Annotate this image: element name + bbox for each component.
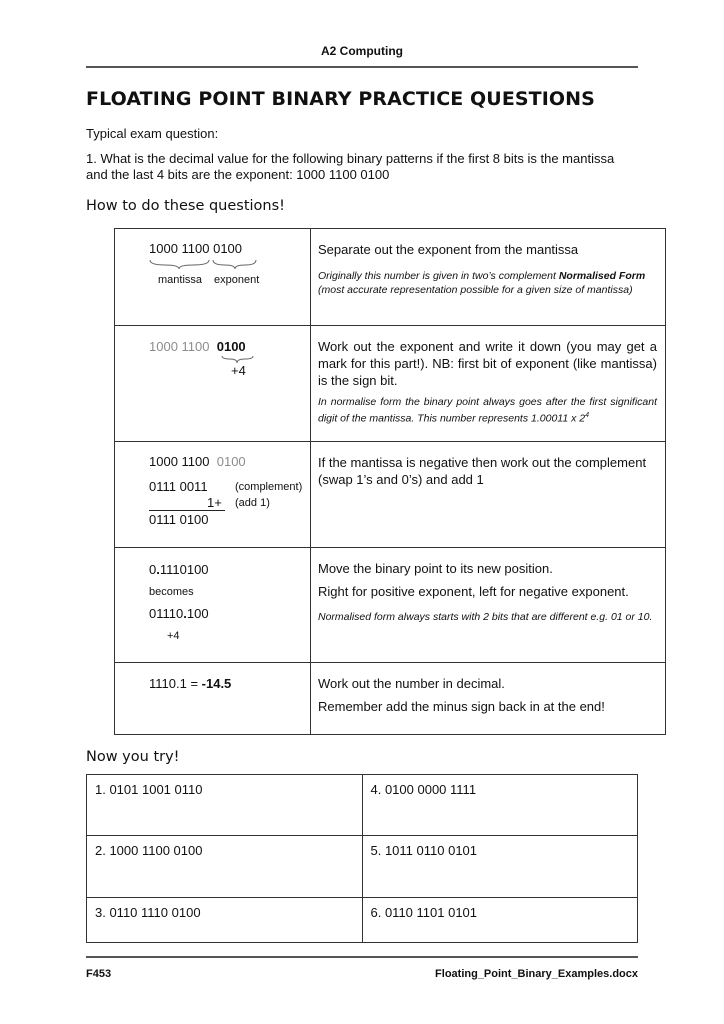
step-4-line2-a: 01110 — [149, 606, 184, 621]
add-one: 1+ — [207, 495, 222, 510]
step-4-left — [115, 548, 311, 663]
complement-result: 0111 0100 — [149, 512, 209, 527]
step-row-3 — [115, 442, 666, 548]
mantissa-label: mantissa — [158, 274, 203, 286]
step-4-line2-b: 100 — [186, 606, 209, 621]
header-rule — [86, 66, 638, 68]
question-6: 6. 0110 1101 0101 — [362, 898, 638, 943]
intro-question: 1. What is the decimal value for the following binary patterns if the first 8 bits is the mantissa and the last 4 bits are the exponent: 1000 1100 0100 — [86, 151, 615, 182]
step-2-note-sup: 4 — [585, 412, 590, 419]
step-1-bits: 1000 1100 0100 — [149, 241, 243, 256]
step-1-note — [318, 269, 657, 297]
step-4-point-2: . — [183, 606, 187, 621]
step-row-4 — [115, 548, 666, 663]
step-2-right — [311, 326, 666, 442]
step-4-point-1: . — [156, 562, 160, 577]
step-1-right — [311, 229, 666, 326]
step-5-right — [311, 663, 666, 735]
step-5-instruction-1: Work out the number in decimal. — [318, 676, 505, 691]
step-3-instruction: If the mantissa is negative then work out the complement (swap 1’s and 0’s) and add 1 — [318, 455, 647, 487]
complement-label: (complement) — [235, 481, 303, 493]
worked-example-table — [114, 228, 666, 735]
step-2-value: +4 — [231, 363, 246, 378]
step-3-exponent: 0100 — [216, 454, 246, 469]
step-2-note — [318, 395, 657, 426]
question-4: 4. 0100 0000 1111 — [362, 775, 638, 836]
step-5-left — [115, 663, 311, 735]
question-1: 1. 0101 1001 0110 — [87, 775, 363, 836]
step-4-right — [311, 548, 666, 663]
footer-rule — [86, 956, 638, 958]
step-5-result: -14.5 — [201, 676, 232, 691]
practice-row-1 — [87, 775, 638, 836]
complement-bits: 0111 0011 — [149, 479, 208, 494]
try-heading: Now you try! — [86, 749, 180, 765]
question-5: 5. 1011 0110 0101 — [362, 836, 638, 898]
page-header: A2 Computing — [321, 44, 403, 58]
step-4-instruction-2: Right for positive exponent, left for negative exponent. — [318, 584, 629, 599]
step-1-note-text: Originally this number is given in two’s complement — [318, 270, 556, 282]
step-1-instruction: Separate out the exponent from the mantissa — [318, 242, 579, 257]
step-4-value: +4 — [167, 630, 180, 642]
step-4-note: Normalised form always starts with 2 bits that are different e.g. 01 or 10. — [318, 611, 653, 623]
step-2-left — [115, 326, 311, 442]
how-heading: How to do these questions! — [86, 198, 285, 214]
step-4-line1 — [149, 562, 209, 577]
step-1-note-bold: Normalised Form — [558, 270, 646, 282]
step-4-instruction-1: Move the binary point to its new position. — [318, 561, 553, 576]
intro-typical: Typical exam question: — [86, 126, 219, 141]
step-3-left — [115, 442, 311, 548]
step-3-bits — [149, 454, 246, 469]
step-2-instruction: Work out the exponent and write it down (you may get a mark for this part!). NB: first bit of exponent (like mantissa) is the sign bit. — [318, 339, 657, 388]
practice-table — [86, 774, 638, 943]
step-2-bits — [149, 339, 246, 354]
step-5-expr: 1110.1 = — [149, 676, 202, 691]
step-1-note-sub: (most accurate representation possible for a given size of mantissa) — [318, 284, 633, 296]
sum-line — [149, 510, 225, 511]
footer-filename: Floating_Point_Binary_Examples.docx — [435, 968, 638, 980]
question-3: 3. 0110 1110 0100 — [87, 898, 363, 943]
step-row-1 — [115, 229, 666, 326]
step-1-left — [115, 229, 311, 326]
step-2-grey-bits: 1000 1100 — [149, 339, 210, 354]
step-row-5 — [115, 663, 666, 735]
becomes-label: becomes — [149, 586, 194, 598]
step-3-mantissa: 1000 1100 — [149, 454, 210, 469]
add-one-label: (add 1) — [235, 497, 270, 509]
page-title: FLOATING POINT BINARY PRACTICE QUESTIONS — [86, 88, 595, 110]
question-2: 2. 1000 1100 0100 — [87, 836, 363, 898]
step-3-right — [311, 442, 666, 548]
step-4-line2 — [149, 606, 209, 621]
step-row-2 — [115, 326, 666, 442]
step-4-line1-a: 0 — [149, 562, 157, 577]
bracket-braces-icon — [149, 259, 259, 271]
exponent-label: exponent — [214, 274, 260, 286]
practice-row-3 — [87, 898, 638, 943]
footer-code: F453 — [86, 968, 112, 980]
step-5-instruction-2: Remember add the minus sign back in at the end! — [318, 699, 605, 714]
step-2-bold-bits: 0100 — [216, 339, 246, 354]
step-5-calculation — [149, 676, 231, 691]
step-4-line1-b: 1110100 — [159, 562, 209, 577]
step-2-note-text: In normalise form the binary point always goes after the first significant digit of the mantissa. This number represents 1.00011 x 2 — [318, 396, 657, 425]
practice-row-2 — [87, 836, 638, 898]
